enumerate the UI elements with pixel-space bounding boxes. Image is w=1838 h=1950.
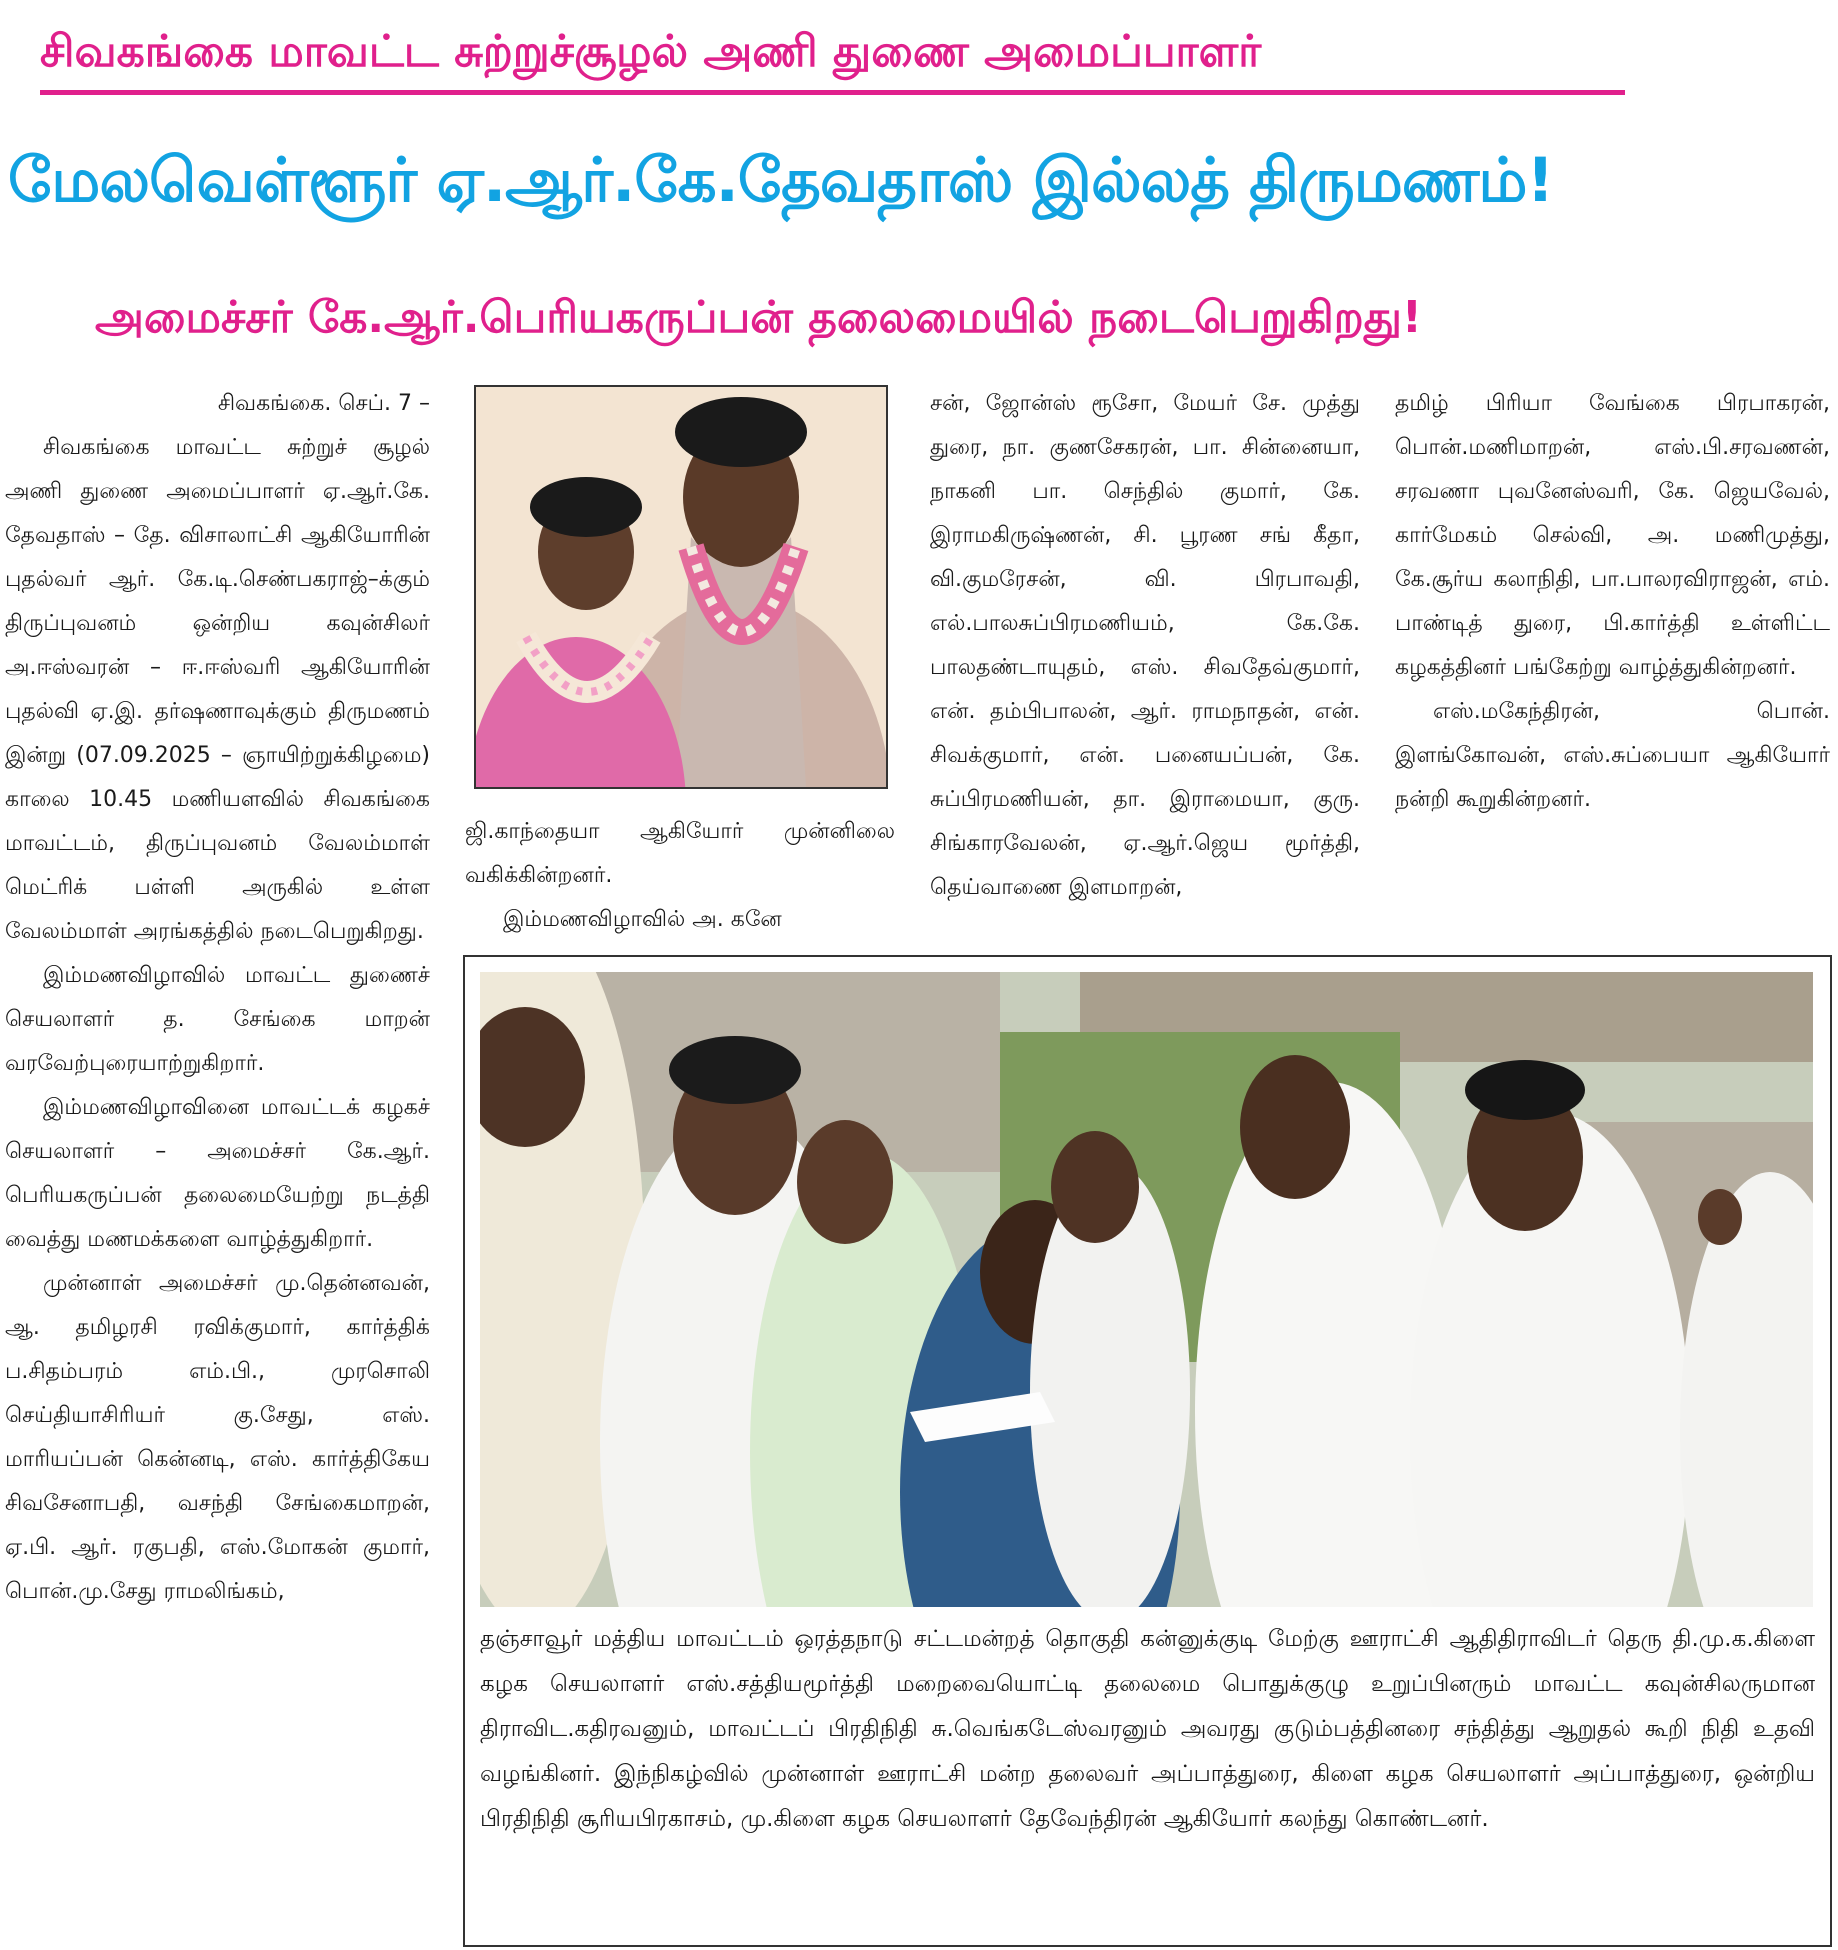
event-photo xyxy=(480,972,1813,1607)
article-paragraph: இம்மணவிழாவில் மாவட்ட துணைச் செயலாளர் த. சேங்கை மாறன் வரவேற்புரையாற்றுகிறார். xyxy=(5,963,430,1076)
event-photo-illustration xyxy=(480,972,1813,1607)
article-column-2 xyxy=(465,810,895,940)
article-paragraph: சன், ஜோன்ஸ் ரூசோ, மேயர் சே. முத்து துரை, நா. குணசேகரன், பா. சின்னையா, நாகனி பா. செந்தில் குமார், கே. இராமகிருஷ்ணன், சி. பூரண சங் கீதா, வி.குமரேசன், வி. பிரபாவதி, எல்.பாலசுப்பிரமணியம், கே.கே. பாலதண்டாயுதம், எஸ். சிவதேவ்குமார், என். தம்பிபாலன், ஆர். ராமநாதன், என். சிவக்குமார், என். பனையப்பன், கே. சுப்பிரமணியன், தா. இராமையா, குரு. சிங்காரவேலன், ஏ.ஆர்.ஜெய மூர்த்தி, தெய்வாணை இளமாறன், xyxy=(930,391,1360,900)
article-paragraph: இம்மணவிழாவினை மாவட்டக் கழகச் செயலாளர் – அமைச்சர் கே.ஆர். பெரியகருப்பன் தலைமையேற்று நடத்தி வைத்து மணமக்களை வாழ்த்துகிறார். xyxy=(5,1095,430,1252)
kicker-underline xyxy=(40,90,1625,95)
article-paragraph: சிவகங்கை மாவட்ட சுற்றுச் சூழல் அணி துணை அமைப்பாளர் ஏ.ஆர்.கே. தேவதாஸ் – தே. விசாலாட்சி ஆகியோரின் புதல்வர் ஆர். கே.டி.செண்பகராஜ்–க்கும் திருப்புவனம் ஒன்றிய கவுன்சிலர் அ.ஈஸ்வரன் – ஈ.ஈஸ்வரி ஆகியோரின் புதல்வி ஏ.இ. தர்ஷணாவுக்கும் திருமணம் இன்று (07.09.2025 – ஞாயிற்றுக்கிழமை) காலை 10.45 மணியளவில் சிவகங்கை மாவட்டம், திருப்புவனம் வேலம்மாள் மெட்ரிக் பள்ளி அருகில் உள்ள வேலம்மாள் அரங்கத்தில் நடைபெறுகிறது. xyxy=(5,435,430,944)
article-column-3 xyxy=(930,382,1360,932)
couple-photo xyxy=(474,385,888,789)
article-paragraph: தமிழ் பிரியா வேங்கை பிரபாகரன், பொன்.மணிமாறன், எஸ்.பி.சரவணன், சரவணா புவனேஸ்வரி, கே. ஜெயவேல், கார்மேகம் செல்வி, அ. மணிமுத்து, கே.சூர்ய கலாநிதி, பா.பாலரவிராஜன், எம். பாண்டித் துரை, பி.கார்த்தி உள்ளிட்ட கழகத்தினர் பங்கேற்று வாழ்த்துகின்றனர். xyxy=(1395,391,1830,680)
article-column-4 xyxy=(1395,382,1830,932)
caption-text: தஞ்சாவூர் மத்திய மாவட்டம் ஒரத்தநாடு சட்டமன்றத் தொகுதி கன்னுக்குடி மேற்கு ஊராட்சி ஆதிதிராவிடர் தெரு தி.மு.க.கிளை கழக செயலாளர் எஸ்.சத்தியமூர்த்தி மறைவையொட்டி தலைமை பொதுக்குழு உறுப்பினரும் மாவட்ட கவுன்சிலருமான திராவிட.கதிரவனும், மாவட்டப் பிரதிநிதி சு.வெங்கடேஸ்வரனும் அவரது குடும்பத்தினரை சந்தித்து ஆறுதல் கூறி நிதி உதவி வழங்கினர். இந்நிகழ்வில் முன்னாள் ஊராட்சி மன்ற தலைவர் அப்பாத்துரை, கிளை கழக செயலாளர் அப்பாத்துரை, ஒன்றிய பிரதிநிதி சூரியபிரகாசம், மு.கிளை கழக செயலாளர் தேவேந்திரன் ஆகியோர் கலந்து கொண்டனர். xyxy=(480,1626,1815,1832)
couple-photo-illustration xyxy=(476,387,886,787)
event-caption xyxy=(480,1617,1815,1937)
article-paragraph: முன்னாள் அமைச்சர் மு.தென்னவன், ஆ. தமிழரசி ரவிக்குமார், கார்த்திக் ப.சிதம்பரம் எம்.பி., முரசொலி செய்தியாசிரியர் கு.சேது, எஸ். மாரியப்பன் கென்னடி, எஸ். கார்த்திகேய சிவசேனாபதி, வசந்தி சேங்கைமாறன், ஏ.பி. ஆர். ரகுபதி, எஸ்.மோகன் குமார், பொன்.மு.சேது ராமலிங்கம், xyxy=(5,1271,430,1604)
article-column-1 xyxy=(5,382,430,1947)
kicker-title: சிவகங்கை மாவட்ட சுற்றுச்சூழல் அணி துணை அமைப்பாளர் xyxy=(40,26,1262,77)
dateline: சிவகங்கை. செப். 7 – xyxy=(217,391,430,416)
article-paragraph: ஜி.காந்தையா ஆகியோர் முன்னிலை வகிக்கின்றனர். xyxy=(465,819,895,888)
subheadline: அமைச்சர் கே.ஆர்.பெரியகருப்பன் தலைமையில் நடைபெறுகிறது! xyxy=(95,292,1422,343)
headline: மேலவெள்ளூர் ஏ.ஆர்.கே.தேவதாஸ் இல்லத் திருமணம்! xyxy=(8,145,1554,216)
article-paragraph: இம்மணவிழாவில் அ. கனே xyxy=(503,907,782,932)
event-news-box xyxy=(463,955,1832,1947)
article-paragraph: எஸ்.மகேந்திரன், பொன். இளங்கோவன், எஸ்.சுப்பையா ஆகியோர் நன்றி கூறுகின்றனர். xyxy=(1395,699,1830,812)
